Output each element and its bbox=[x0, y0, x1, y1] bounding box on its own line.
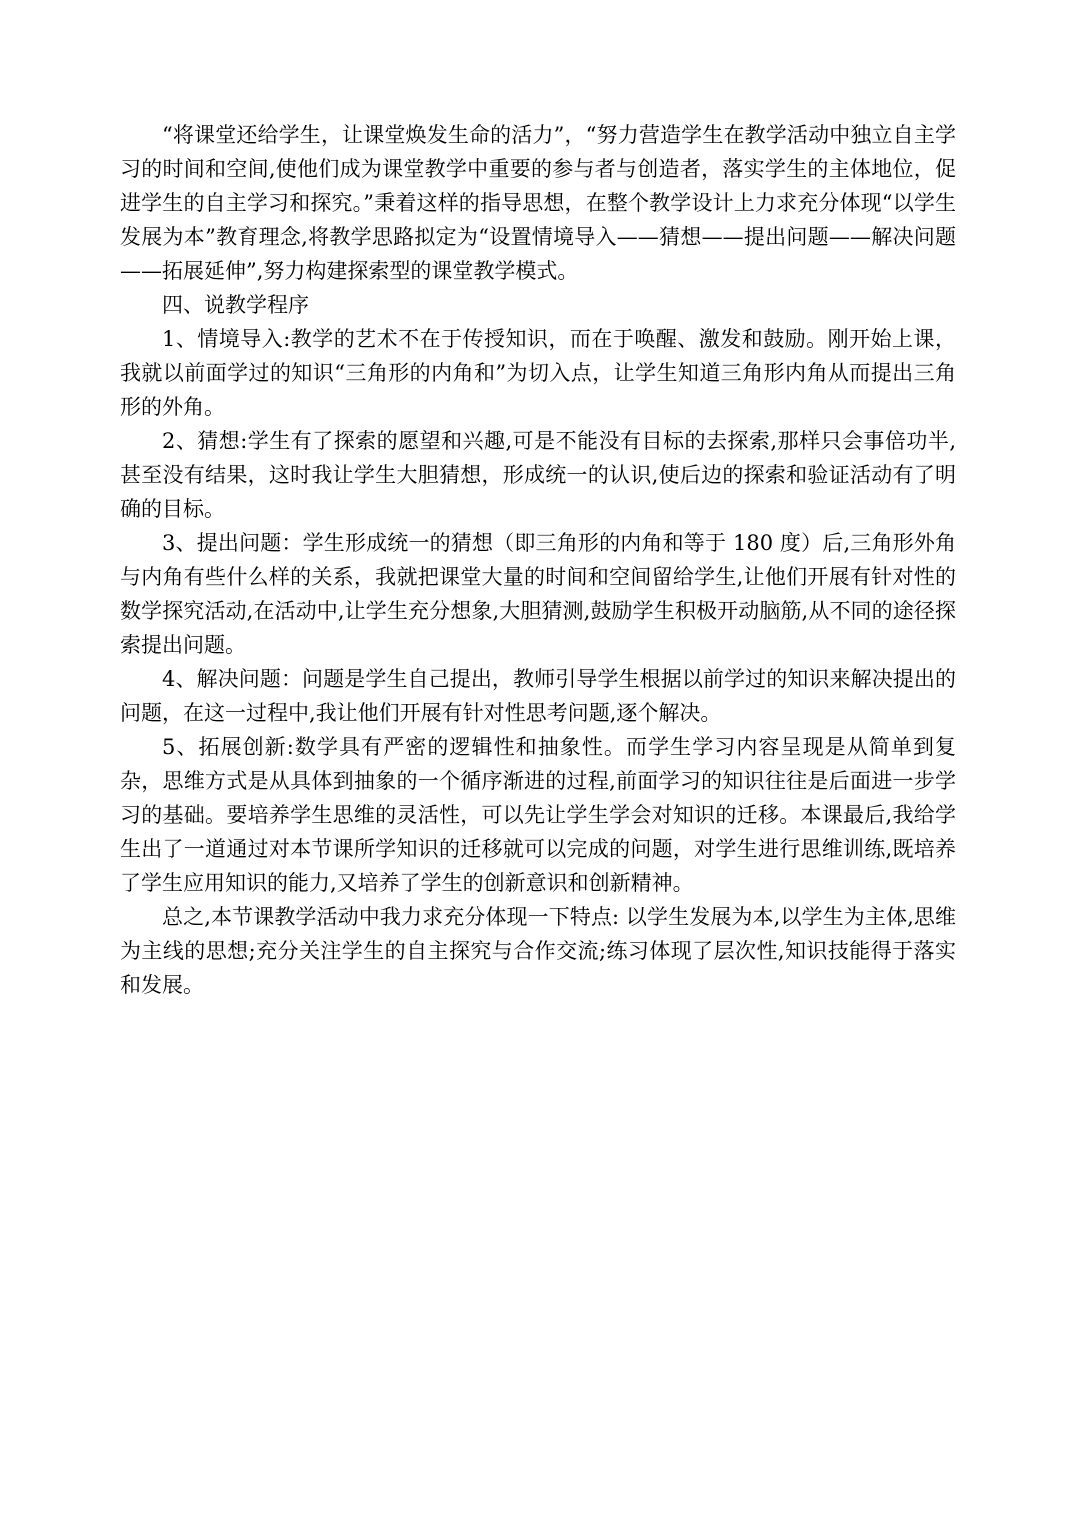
paragraph-intro: “将课堂还给学生，让课堂焕发生命的活力”，“努力营造学生在教学活动中独立自主学习的时间和空间,使他们成为课堂教学中重要的参与者与创造者，落实学生的主体地位，促进学生的自主学习和探究。”秉着这样的指导思想，在整个教学设计上力求充分体现“以学生发展为本”教育理念,将教学思路拟定为“设置情境导入——猜想——提出问题——解决问题——拓展延伸”,努力构建探索型的课堂教学模式。 bbox=[120, 123, 956, 283]
paragraph-step-2-conjecture: 2、猜想:学生有了探索的愿望和兴趣,可是不能没有目标的去探索,那样只会事倍功半,甚至没有结果，这时我让学生大胆猜想，形成统一的认识,使后边的探索和验证活动有了明确的目标。 bbox=[120, 429, 956, 521]
paragraph-step-3-raise-questions: 3、提出问题：学生形成统一的猜想（即三角形的内角和等于 180 度）后,三角形外角与内角有些什么样的关系，我就把课堂大量的时间和空间留给学生,让他们开展有针对性的数学探究活动,在活动中,让学生充分想象,大胆猜测,鼓励学生积极开动脑筋,从不同的途径探索提出问题。 bbox=[120, 531, 956, 657]
paragraph-summary: 总之,本节课教学活动中我力求充分体现一下特点: 以学生发展为本,以学生为主体,思维为主线的思想;充分关注学生的自主探究与合作交流;练习体现了层次性,知识技能得于落实和发展。 bbox=[120, 905, 956, 997]
paragraph-step-4-solve-questions: 4、解决问题：问题是学生自己提出，教师引导学生根据以前学过的知识来解决提出的问题，在这一过程中,我让他们开展有针对性思考问题,逐个解决。 bbox=[120, 667, 956, 725]
paragraph-step-5-extension: 5、拓展创新:数学具有严密的逻辑性和抽象性。而学生学习内容呈现是从简单到复杂，思维方式是从具体到抽象的一个循序渐进的过程,前面学习的知识往往是后面进一步学习的基础。要培养学生思维的灵活性，可以先让学生学会对知识的迁移。本课最后,我给学生出了一道通过对本节课所学知识的迁移就可以完成的问题，对学生进行思维训练,既培养了学生应用知识的能力,又培养了学生的创新意识和创新精神。 bbox=[120, 735, 956, 895]
document-body bbox=[120, 118, 956, 1002]
section-heading-teaching-procedure: 四、说教学程序 bbox=[162, 293, 309, 317]
paragraph-step-1-situation-intro: 1、情境导入:教学的艺术不在于传授知识，而在于唤醒、激发和鼓励。刚开始上课，我就以前面学过的知识“三角形的内角和”为切入点，让学生知道三角形内角从而提出三角形的外角。 bbox=[120, 327, 956, 419]
